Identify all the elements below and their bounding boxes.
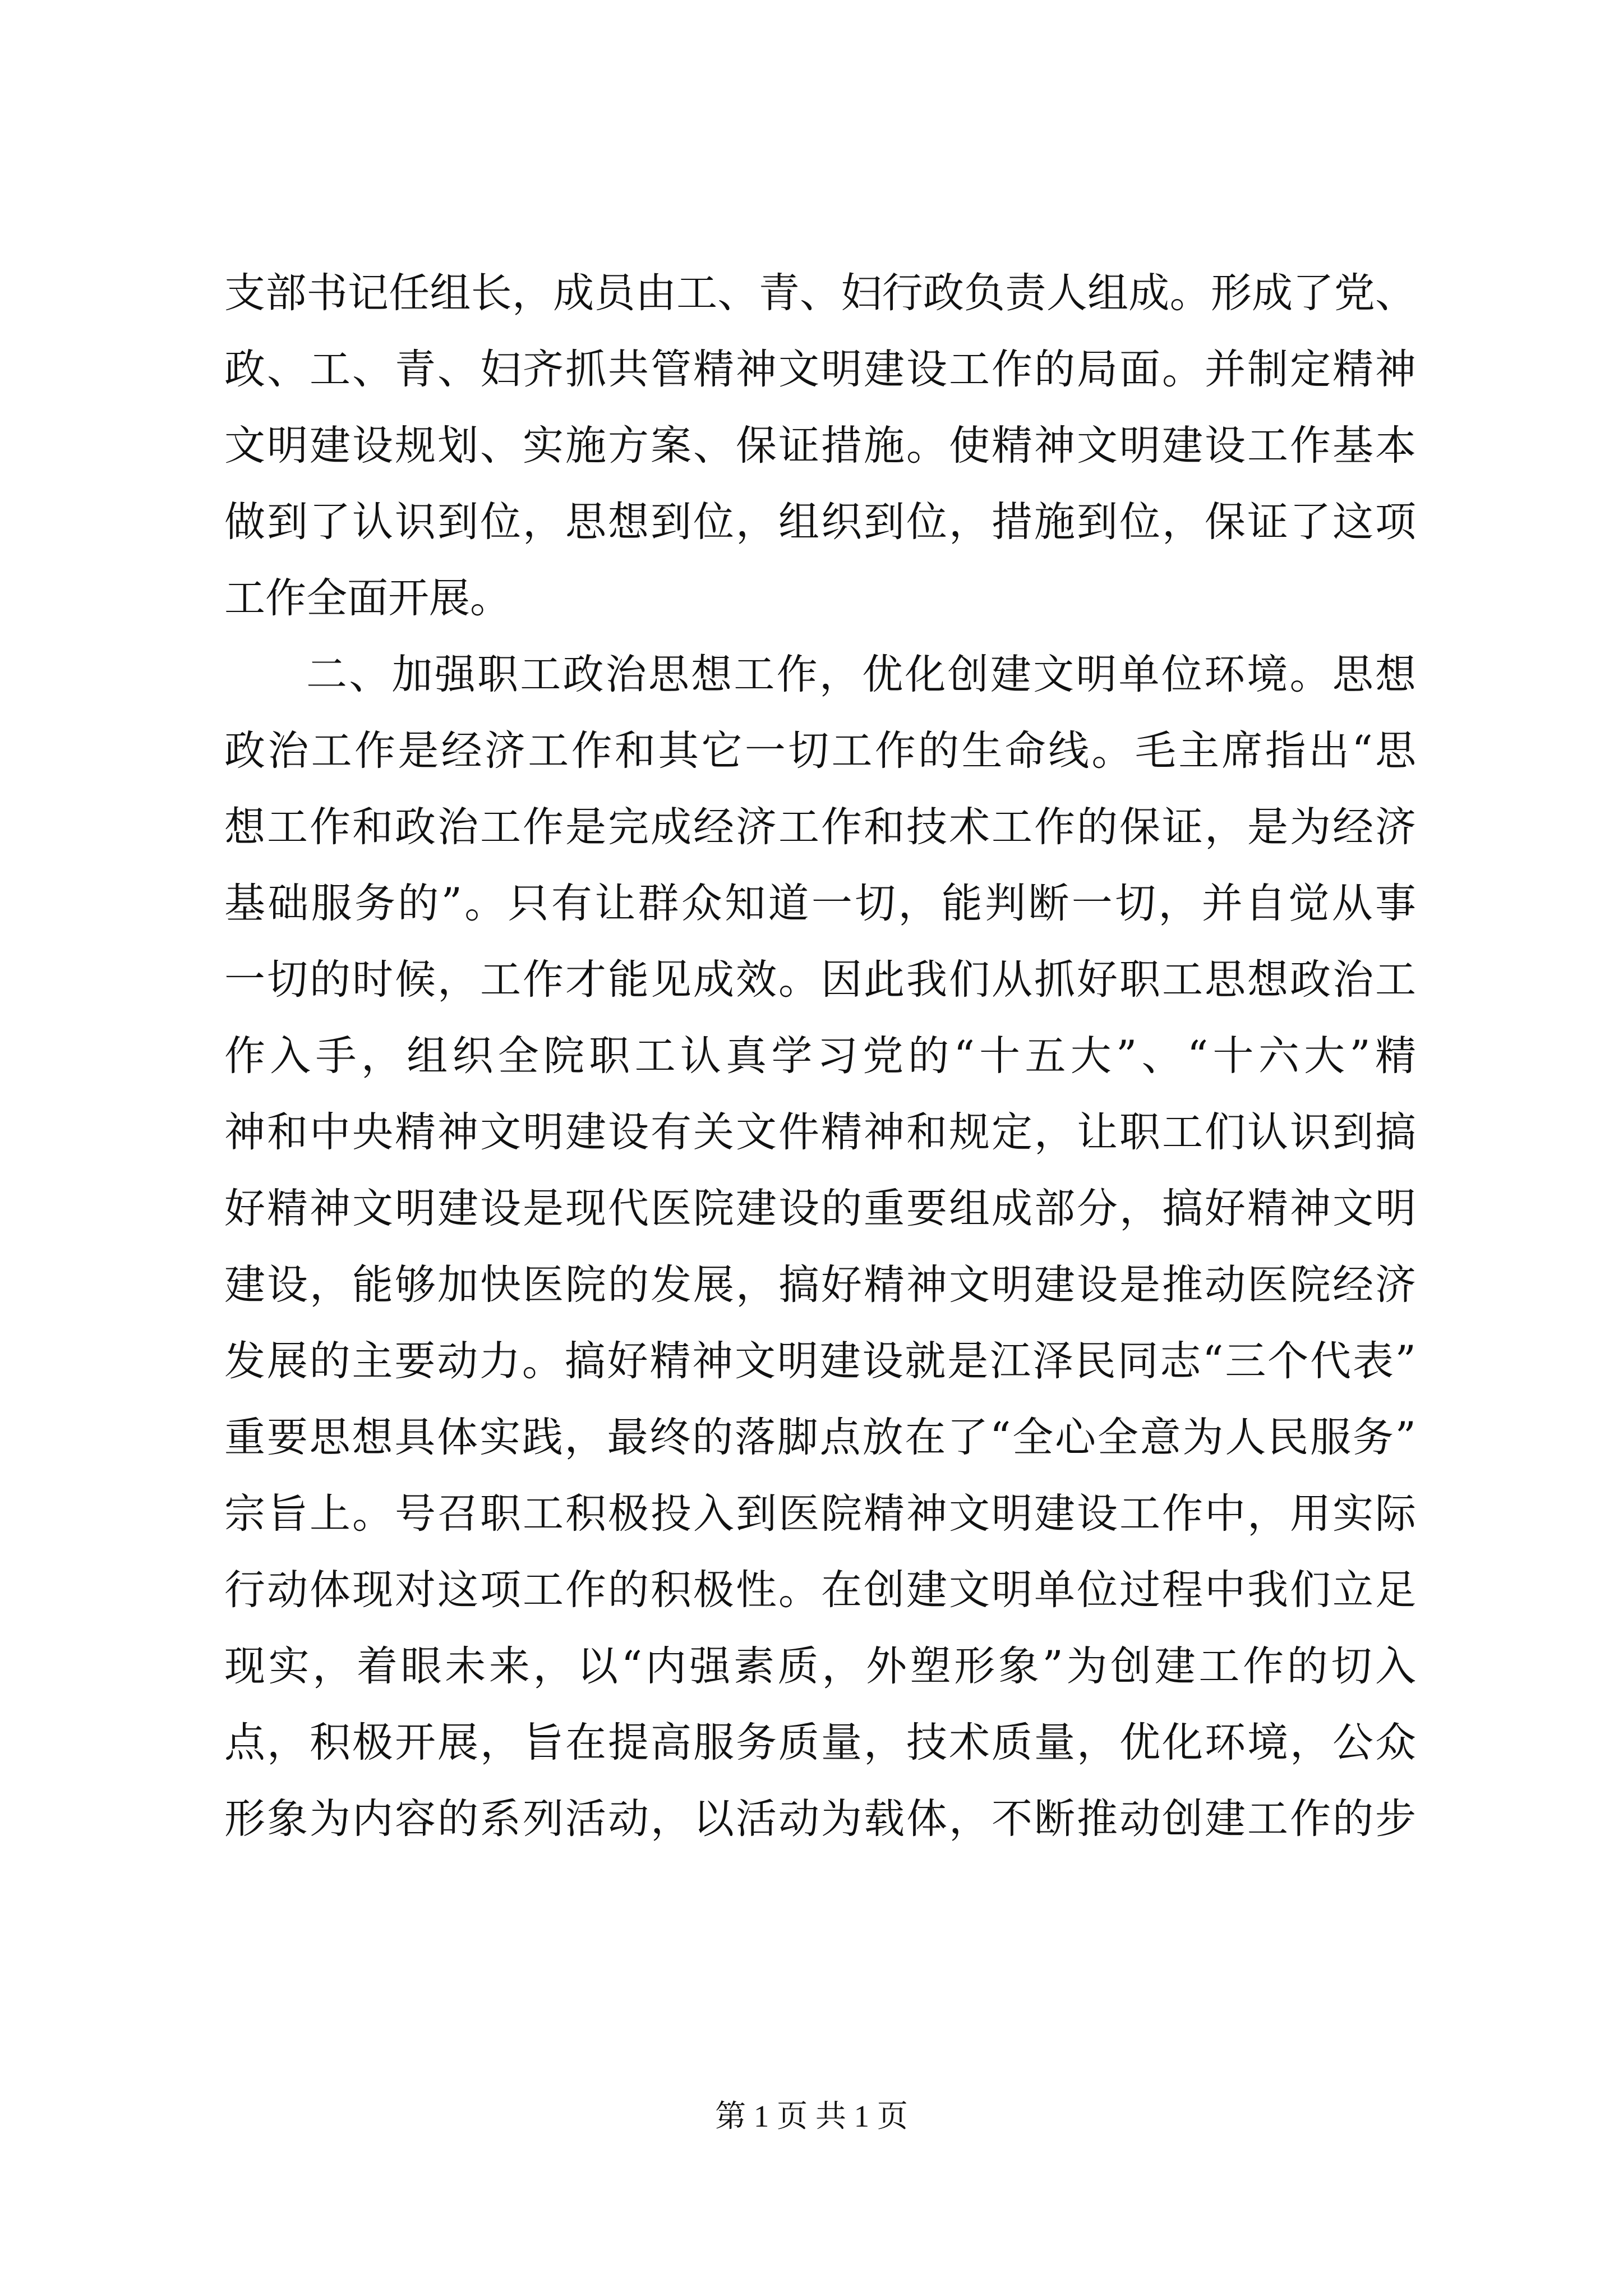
text-line: 神和中央精神文明建设有关文件精神和规定，让职工们认识到搞 [224, 1108, 1416, 1156]
text-line: 一切的时候，工作才能见成效。因此我们从抓好职工思想政治工 [224, 956, 1416, 1004]
text-line: 点，积极开展，旨在提高服务质量，技术质量，优化环境，公众 [224, 1719, 1416, 1766]
text-line: 重要思想具体实践，最终的落脚点放在了“全心全意为人民服务” [224, 1414, 1416, 1461]
text-line: 形象为内容的系列活动，以活动为载体，不断推动创建工作的步 [224, 1795, 1416, 1843]
text-line: 好精神文明建设是现代医院建设的重要组成部分，搞好精神文明 [224, 1185, 1416, 1232]
text-line: 宗旨上。号召职工积极投入到医院精神文明建设工作中，用实际 [224, 1490, 1416, 1538]
text-line: 建设，能够加快医院的发展，搞好精神文明建设是推动医院经济 [224, 1261, 1416, 1309]
text-line: 政治工作是经济工作和其它一切工作的生命线。毛主席指出“思 [224, 727, 1416, 775]
document-body [224, 255, 1416, 1857]
text-line: 想工作和政治工作是完成经济工作和技术工作的保证，是为经济 [224, 803, 1416, 851]
page-number-label: 第 1 页 共 1 页 [715, 2099, 908, 2133]
text-line: 二、加强职工政治思想工作，优化创建文明单位环境。思想 [306, 651, 1416, 698]
page-footer [0, 2097, 1623, 2136]
text-line: 政、工、青、妇齐抓共管精神文明建设工作的局面。并制定精神 [224, 346, 1416, 393]
text-line: 行动体现对这项工作的积极性。在创建文明单位过程中我们立足 [224, 1566, 1416, 1614]
text-line: 工作全面开展。 [224, 574, 511, 622]
text-line: 作入手，组织全院职工认真学习党的“十五大”、“十六大”精 [224, 1032, 1416, 1080]
text-line: 文明建设规划、实施方案、保证措施。使精神文明建设工作基本 [224, 422, 1416, 470]
text-line: 做到了认识到位，思想到位，组织到位，措施到位，保证了这项 [224, 498, 1416, 546]
text-line: 现实，着眼未来，以“内强素质，外塑形象”为创建工作的切入 [224, 1642, 1416, 1690]
text-line: 支部书记任组长，成员由工、青、妇行政负责人组成。形成了党、 [224, 269, 1416, 317]
text-line: 发展的主要动力。搞好精神文明建设就是江泽民同志“三个代表” [224, 1337, 1416, 1385]
text-line: 基础服务的”。只有让群众知道一切，能判断一切，并自觉从事 [224, 880, 1416, 927]
